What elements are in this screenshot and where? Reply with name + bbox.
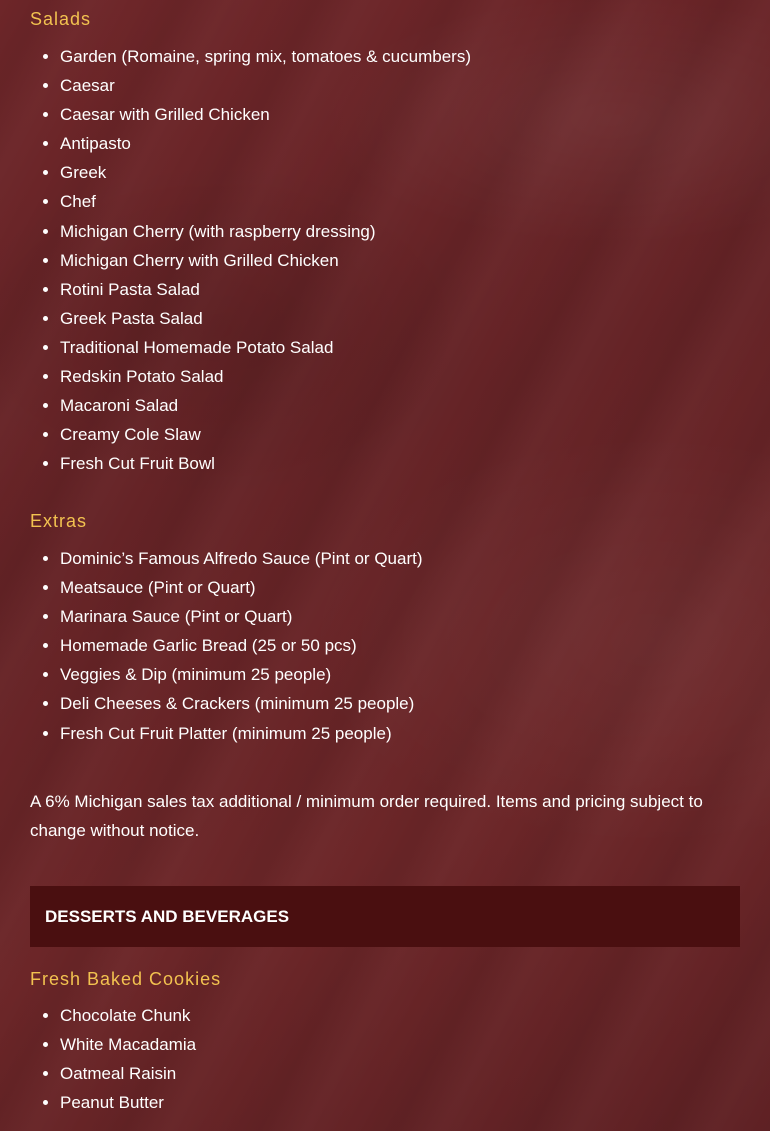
cookies-heading: Fresh Baked Cookies <box>30 969 222 989</box>
salads-heading: Salads <box>30 9 92 29</box>
extras-heading: Extras <box>30 511 88 531</box>
list-item: • Marinara Sauce (Pint or Quart) <box>60 602 423 631</box>
list-item: • Homemade Garlic Bread (25 or 50 pcs) <box>60 631 423 660</box>
list-item: • Redskin Potato Salad <box>60 362 471 391</box>
list-item: • Fresh Cut Fruit Bowl <box>60 449 471 478</box>
list-item: • Traditional Homemade Potato Salad <box>60 333 471 362</box>
salads-list <box>30 42 471 478</box>
banner-title: DESSERTS AND BEVERAGES <box>45 906 290 926</box>
list-item: • Antipasto <box>60 129 471 158</box>
list-item: • Chocolate Chunk <box>60 1001 196 1030</box>
list-item: • Michigan Cherry (with raspberry dressing) <box>60 217 471 246</box>
list-item: • Fresh Cut Fruit Platter (minimum 25 people) <box>60 719 423 748</box>
list-item: • Meatsauce (Pint or Quart) <box>60 573 423 602</box>
pricing-notice: A 6% Michigan sales tax additional / minimum order required. Items and pricing subject to change without notice. <box>30 792 703 840</box>
list-item: • Michigan Cherry with Grilled Chicken <box>60 246 471 275</box>
cookies-list <box>30 1001 196 1117</box>
list-item: • Caesar with Grilled Chicken <box>60 100 471 129</box>
extras-list <box>30 544 423 748</box>
list-item: • Chef <box>60 187 471 216</box>
list-item: • Deli Cheeses & Crackers (minimum 25 people) <box>60 689 423 718</box>
desserts-beverages-banner <box>30 886 740 947</box>
list-item: • White Macadamia <box>60 1030 196 1059</box>
list-item: • Greek Pasta Salad <box>60 304 471 333</box>
list-item: • Peanut Butter <box>60 1088 196 1117</box>
list-item: • Greek <box>60 158 471 187</box>
list-item: • Creamy Cole Slaw <box>60 420 471 449</box>
list-item: • Caesar <box>60 71 471 100</box>
list-item: • Veggies & Dip (minimum 25 people) <box>60 660 423 689</box>
list-item: • Rotini Pasta Salad <box>60 275 471 304</box>
list-item: • Dominic’s Famous Alfredo Sauce (Pint or Quart) <box>60 544 423 573</box>
list-item: • Oatmeal Raisin <box>60 1059 196 1088</box>
list-item: • Macaroni Salad <box>60 391 471 420</box>
list-item: • Garden (Romaine, spring mix, tomatoes & cucumbers) <box>60 42 471 71</box>
